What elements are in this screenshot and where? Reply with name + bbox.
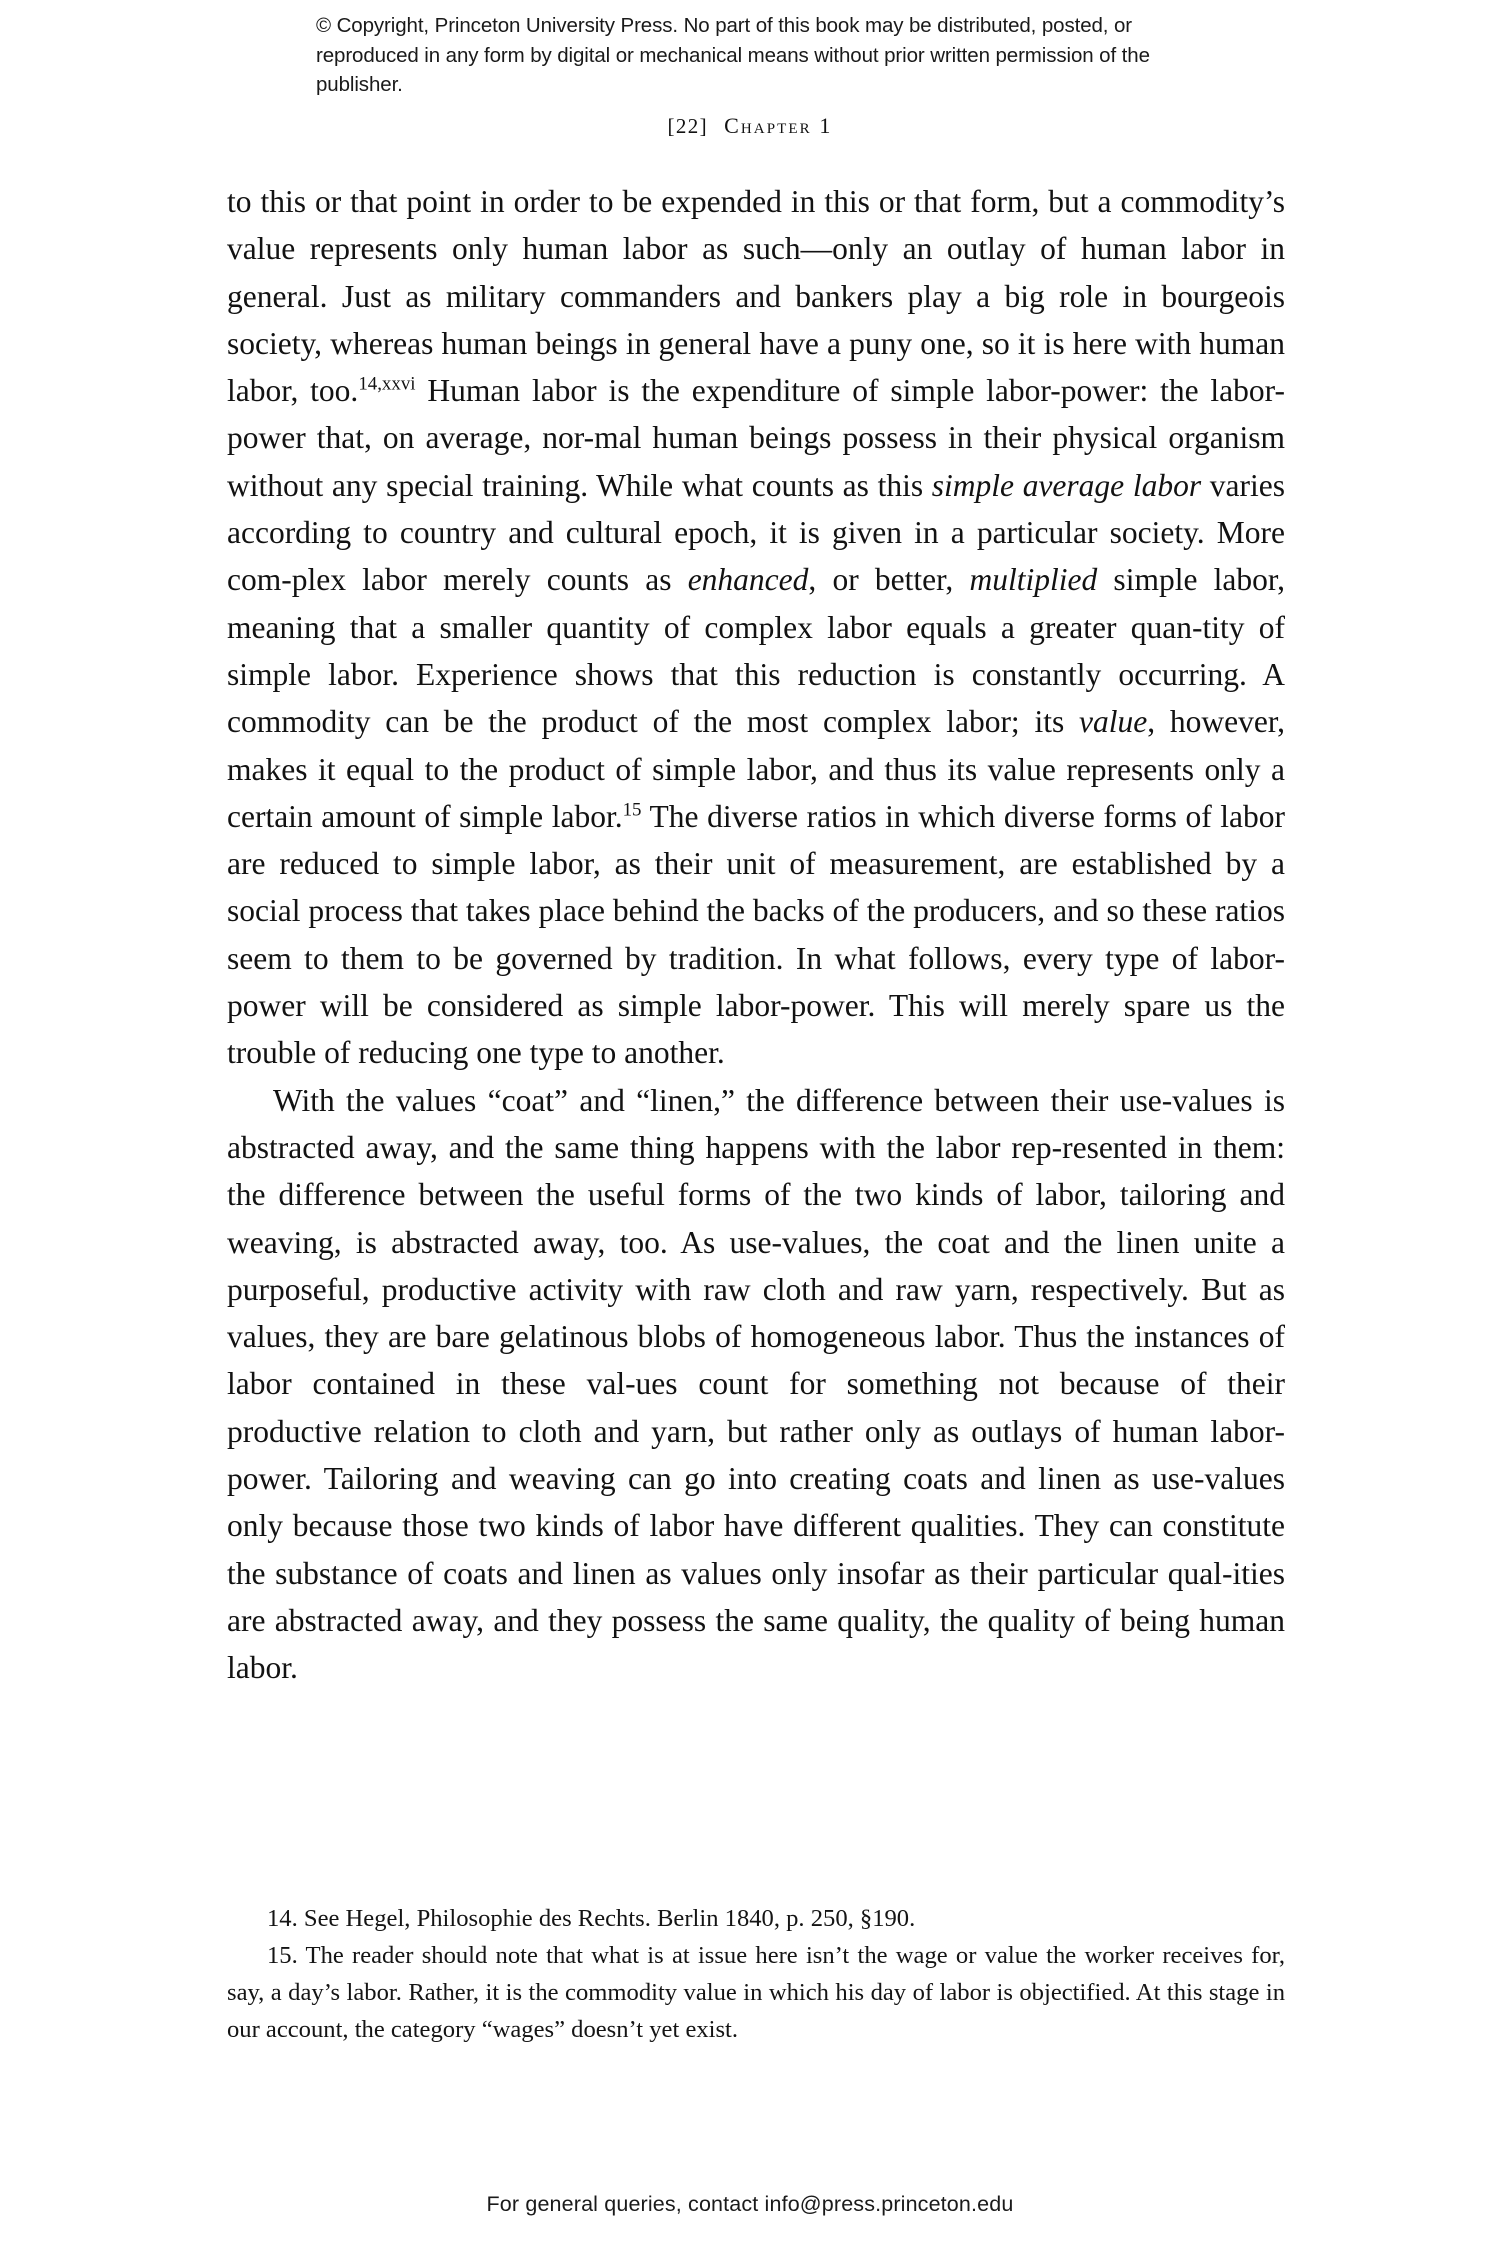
emphasised-term: simple average labor bbox=[931, 467, 1202, 503]
footnote-item: 15. The reader should note that what is at issue here isn’t the wage or value the worker receives for, say, a day’s labor. Rather, it is the commodity value in which his day of labor is objectified. At this stage in our account, the category “wages” doesn’t yet exist. bbox=[227, 1942, 1285, 2043]
chapter-title: Chapter 1 bbox=[724, 113, 833, 138]
page-footer: For general queries, contact info@press.princeton.edu bbox=[486, 2192, 1014, 2216]
footnote-item: 14. See Hegel, Philosophie des Rechts. Berlin 1840, p. 250, §190. bbox=[267, 1905, 916, 1932]
copyright-notice: © Copyright, Princeton University Press. No part of this book may be distributed, posted, or reproduced in any form by digital or mechanical means without prior written permission of the publisher. bbox=[316, 14, 1150, 96]
page-folio: [22] bbox=[667, 114, 709, 138]
emphasised-term: multiplied bbox=[969, 562, 1098, 598]
paragraph-continued: to this or that point in order to be expended in this or that form, but a commodity’s value represents only human labor as such—only an outlay of human labor in general. Just as military commanders and bankers play a big role in bourgeois society, whereas human beings in general have a puny one, so it is here with human labor, too.$^{14,xxvi}$ Human labor is the expenditure of simple labor-power: the labor-power that, on average, nor-mal human beings possess in their physical organism without any special training. While what counts as this simple average labor varies according to country and cultural epoch, it is given in a particular society. More com-plex labor merely counts as enhanced, or better, multiplied simple labor, meaning that a smaller quantity of complex labor equals a greater quan-tity of simple labor. Experience shows that this reduction is constantly occurring. A commodity can be the product of the most complex labor; its value, however, makes it equal to the product of simple labor, and thus its value represents only a certain amount of simple labor.$^{15}$ The diverse ratios in which diverse forms of labor are reduced to simple labor, as their unit of measurement, are established by a social process that takes place behind the backs of the producers, and so these ratios seem to them to be governed by tradition. In what follows, every type of labor-power will be considered as simple labor-power. This will merely spare us the trouble of reducing one type to another. bbox=[227, 184, 1286, 1071]
footnote-block bbox=[227, 1900, 1285, 2048]
footnote-reference[interactable]: 14,xxvi bbox=[358, 373, 416, 395]
body-text-block bbox=[227, 178, 1285, 1692]
emphasised-term: enhanced bbox=[687, 562, 809, 598]
footnote-reference[interactable]: 15 bbox=[622, 799, 642, 821]
running-head bbox=[0, 113, 1500, 139]
paragraph-coat-linen: With the values “coat” and “linen,” the difference between their use-values is abstracted away, and the same thing happens with the labor rep-resented in them: the difference between the useful forms of the two kinds of labor, tailoring and weaving, is abstracted away, too. As use-values, the coat and the linen unite a purposeful, productive activity with raw cloth and raw yarn, respectively. But as values, they are bare gelatinous blobs of homogeneous labor. Thus the instances of labor contained in these val-ues count for something not because of their productive relation to cloth and yarn, but rather only as outlays of human labor-power. Tailoring and weaving can go into creating coats and linen as use-values only because those two kinds of labor have different qualities. They can constitute the substance of coats and linen as values only insofar as their particular qual-ities are abstracted away, and they possess the same quality, the quality of being human labor. bbox=[227, 1082, 1285, 1686]
emphasised-term: value bbox=[1079, 704, 1148, 740]
